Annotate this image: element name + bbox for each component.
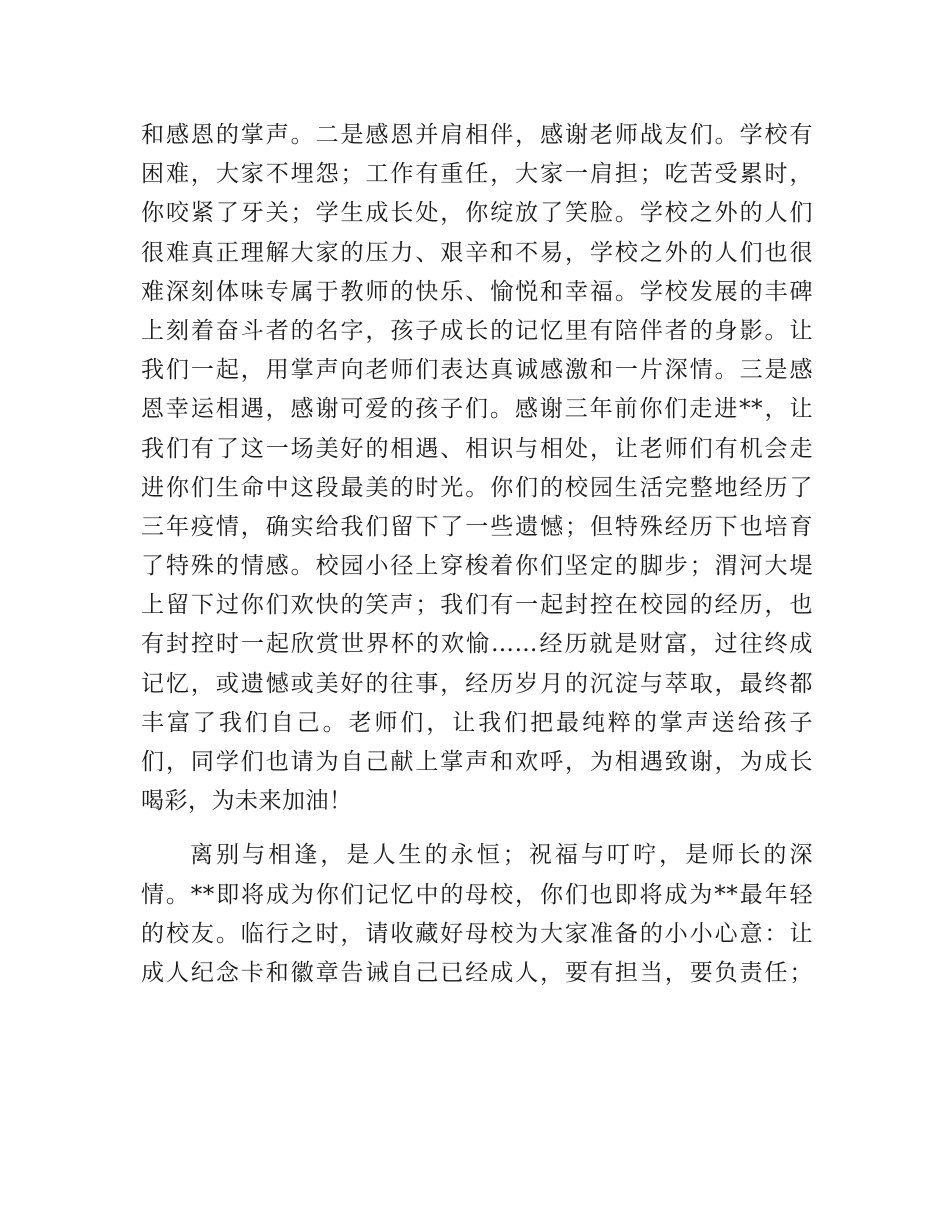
text-line: 成人纪念卡和徽章告诫自己已经成人，要有担当，要负责任； [141,959,813,986]
text-line: 离别与相逢，是人生的永恒；祝福与叮咛，是师长的深 [190,842,813,869]
text-line: 丰富了我们自己。老师们，让我们把最纯粹的掌声送给孩子 [141,709,813,736]
text-line: 有封控时一起欣赏世界杯的欢愉……经历就是财富，过往终成 [141,631,813,658]
text-line: 很难真正理解大家的压力、艰辛和不易，学校之外的人们也很 [141,239,813,266]
text-line: 上刻着奋斗者的名字，孩子成长的记忆里有陪伴者的身影。让 [141,317,813,344]
paragraph-1 [141,116,813,821]
text-line: 恩幸运相遇，感谢可爱的孩子们。感谢三年前你们走进**，让 [141,396,813,423]
text-line: 喝彩，为未来加油！ [141,788,353,815]
text-line: 困难，大家不埋怨；工作有重任，大家一肩担；吃苦受累时， [141,161,813,188]
paragraph-2 [141,836,813,993]
paragraph-spacer [141,821,813,836]
text-line: 上留下过你们欢快的笑声；我们有一起封控在校园的经历，也 [141,592,813,619]
text-line: 我们有了这一场美好的相遇、相识与相处，让老师们有机会走 [141,435,813,462]
text-line: 和感恩的掌声。二是感恩并肩相伴，感谢老师战友们。学校有 [141,122,813,148]
text-line: 情。**即将成为你们记忆中的母校，你们也即将成为**最年轻 [141,881,813,908]
text-line: 你咬紧了牙关；学生成长处，你绽放了笑脸。学校之外的人们 [141,200,813,227]
text-line: 三年疫情，确实给我们留下了一些遗憾；但特殊经历下也培育 [141,513,813,540]
text-line: 记忆，或遗憾或美好的往事，经历岁月的沉淀与萃取，最终都 [141,670,813,697]
text-line: 难深刻体味专属于教师的快乐、愉悦和幸福。学校发展的丰碑 [141,278,813,305]
document-body [141,116,813,993]
text-line: 我们一起，用掌声向老师们表达真诚感激和一片深情。三是感 [141,357,813,384]
text-line: 们，同学们也请为自己献上掌声和欢呼，为相遇致谢，为成长 [141,749,813,775]
text-line: 的校友。临行之时，请收藏好母校为大家准备的小小心意：让 [141,920,813,947]
text-line: 了特殊的情感。校园小径上穿梭着你们坚定的脚步；渭河大堤 [141,553,813,580]
text-line: 进你们生命中这段最美的时光。你们的校园生活完整地经历了 [141,474,813,501]
